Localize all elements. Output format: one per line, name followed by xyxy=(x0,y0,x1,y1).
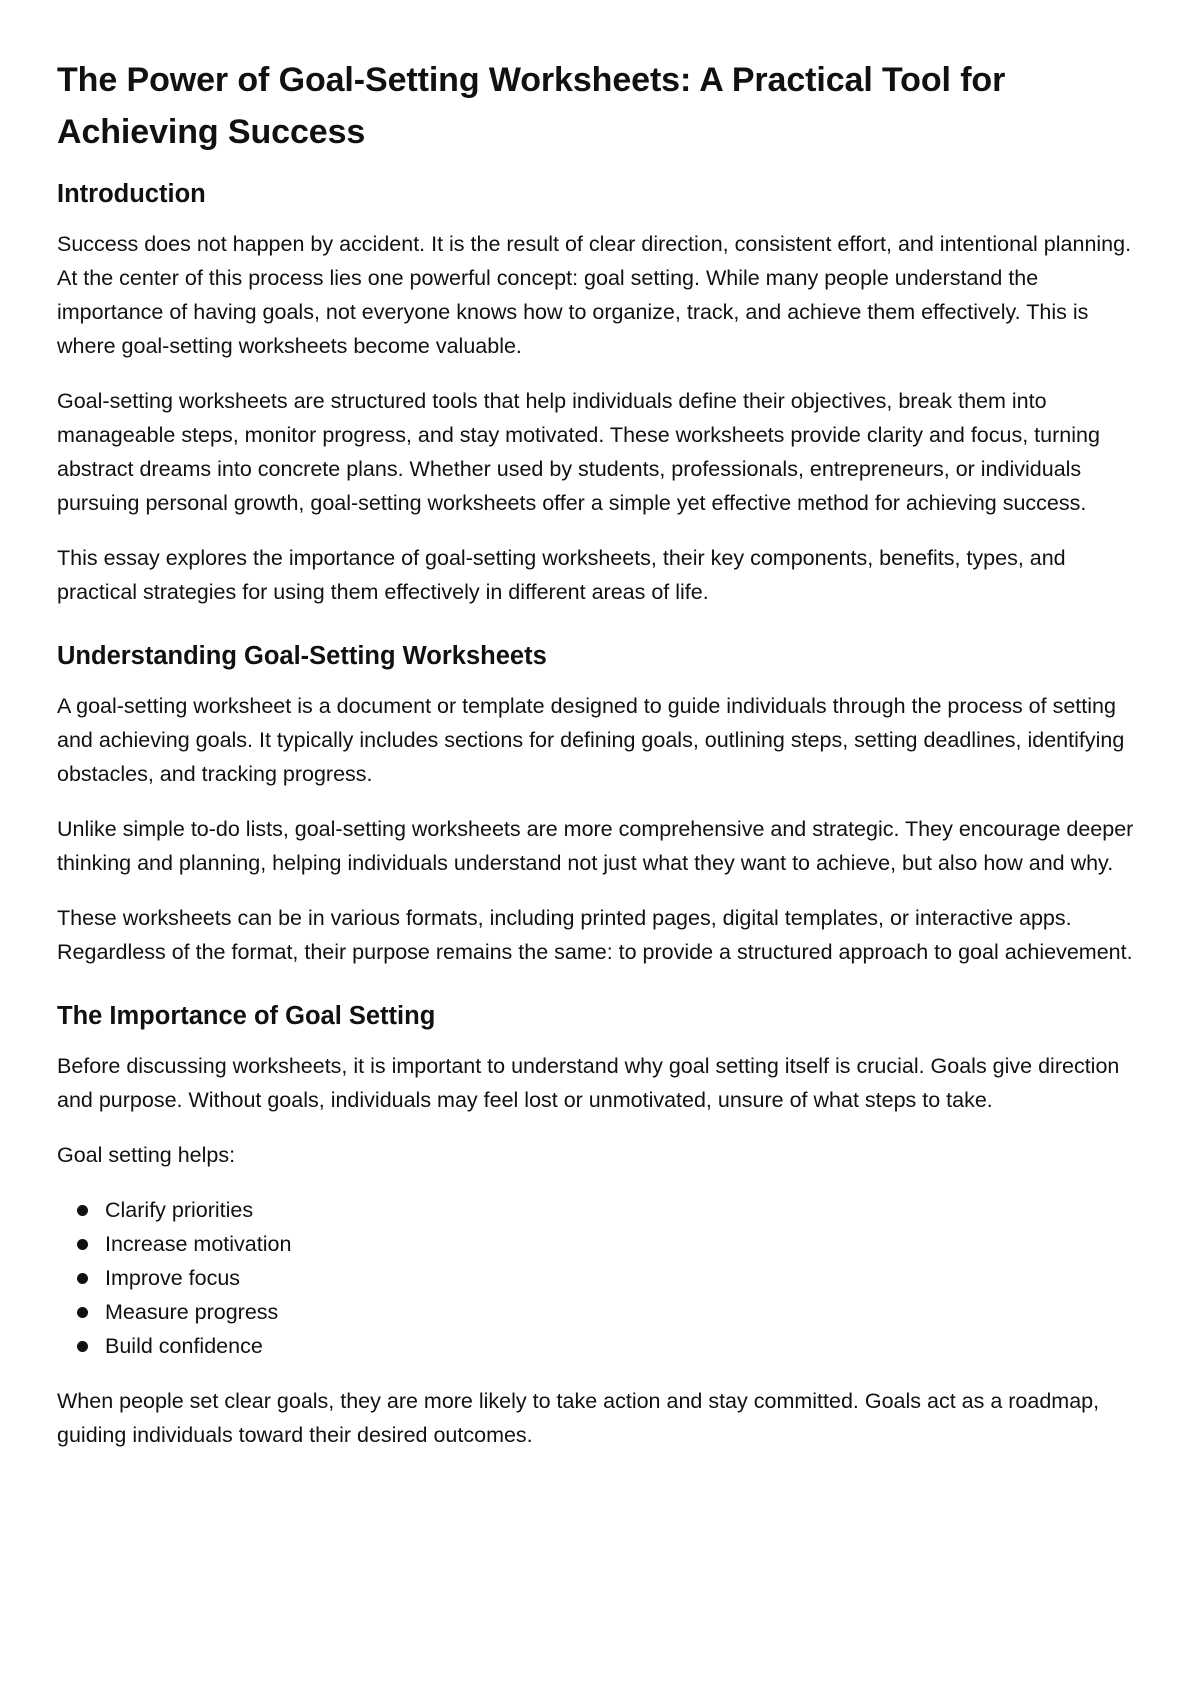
bullet-dot-icon xyxy=(77,1307,88,1318)
paragraph: Success does not happen by accident. It is the result of clear direction, consistent effort, and intentional planning. At the center of this process lies one powerful concept: goal setting. While many people understand the importance of having goals, not everyone knows how to organize, track, and achieve them effectively. This is where goal-setting worksheets become valuable. xyxy=(57,232,1132,358)
list-item xyxy=(57,1193,1150,1227)
paragraph: A goal-setting worksheet is a document or template designed to guide individuals through the process of setting and achieving goals. It typically includes sections for defining goals, outlining steps, setting deadlines, identifying obstacles, and tracking progress. xyxy=(57,694,1125,786)
paragraph: These worksheets can be in various formats, including printed pages, digital templates, or interactive apps. Regardless of the format, their purpose remains the same: to provide a structured approach to goal achievement. xyxy=(57,906,1133,964)
paragraph: This essay explores the importance of goal-setting worksheets, their key components, benefits, types, and practical strategies for using them effectively in different areas of life. xyxy=(57,546,1066,604)
section-heading-understanding: Understanding Goal-Setting Worksheets xyxy=(57,642,547,670)
bullet-list xyxy=(57,1193,1150,1363)
list-item-text: Measure progress xyxy=(105,1300,279,1324)
bullet-dot-icon xyxy=(77,1273,88,1284)
list-item xyxy=(57,1295,1150,1329)
section-heading-importance: The Importance of Goal Setting xyxy=(57,1002,436,1030)
list-item-text: Build confidence xyxy=(105,1334,263,1358)
bullet-dot-icon xyxy=(77,1341,88,1352)
paragraph: Before discussing worksheets, it is important to understand why goal setting itself is crucial. Goals give direction and purpose. Without goals, individuals may feel lost or unmotivated, unsure of what steps to take. xyxy=(57,1054,1120,1112)
paragraph: Goal-setting worksheets are structured tools that help individuals define their objectives, break them into manageable steps, monitor progress, and stay motivated. These worksheets provide clarity and focus, turning abstract dreams into concrete plans. Whether used by students, professionals, entrepreneurs, or individuals pursuing personal growth, goal-setting worksheets offer a simple yet effective method for achieving success. xyxy=(57,389,1100,515)
list-item xyxy=(57,1261,1150,1295)
bullet-dot-icon xyxy=(77,1205,88,1216)
list-item-text: Clarify priorities xyxy=(105,1198,254,1222)
paragraph: When people set clear goals, they are more likely to take action and stay committed. Goals act as a roadmap, guiding individuals toward their desired outcomes. xyxy=(57,1389,1100,1447)
paragraph: Goal setting helps: xyxy=(57,1143,236,1167)
bullet-dot-icon xyxy=(77,1239,88,1250)
list-item xyxy=(57,1329,1150,1363)
list-item xyxy=(57,1227,1150,1261)
list-item-text: Improve focus xyxy=(105,1266,241,1290)
document-title: The Power of Goal-Setting Worksheets: A Practical Tool for Achieving Success xyxy=(57,61,1006,151)
section-heading-introduction: Introduction xyxy=(57,180,206,208)
paragraph: Unlike simple to-do lists, goal-setting worksheets are more comprehensive and strategic. They encourage deeper thinking and planning, helping individuals understand not just what they want to achieve, but also how and why. xyxy=(57,817,1134,875)
list-item-text: Increase motivation xyxy=(105,1232,292,1256)
